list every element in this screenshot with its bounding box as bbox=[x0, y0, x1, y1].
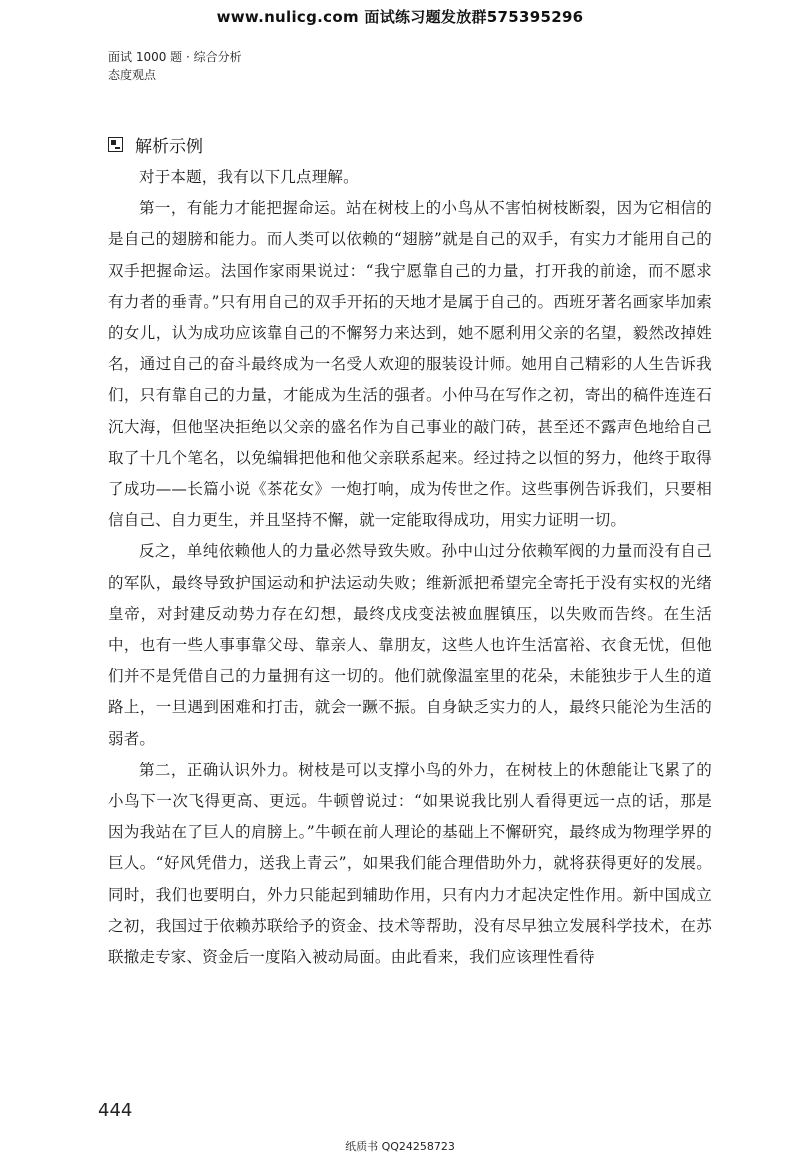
page-number: 444 bbox=[98, 1100, 133, 1121]
section-heading-label: 解析示例 bbox=[135, 137, 203, 157]
top-watermark: www.nulicg.com 面试练习题发放群575395296 bbox=[216, 8, 584, 26]
running-head-title: 面试 1000 题 · 综合分析 bbox=[108, 50, 242, 64]
running-head-subtitle: 态度观点 bbox=[108, 68, 157, 82]
section-heading bbox=[108, 132, 203, 157]
paragraph: 对于本题，我有以下几点理解。 bbox=[139, 168, 359, 186]
bottom-watermark: 纸质书 QQ24258723 bbox=[345, 1140, 455, 1153]
paragraph: 第二，正确认识外力。树枝是可以支撑小鸟的外力，在树枝上的休憩能让飞累了的小鸟下一次飞得更高、更远。牛顿曾说过：“如果说我比别人看得更远一点的话，那是因为我站在了巨人的肩膀上。”牛顿在前人理论的基础上不懈研究，最终成为物理学界的巨人。“好风凭借力，送我上青云”，如果我们能合理借助外力，就将获得更好的发展。同时，我们也要明白，外力只能起到辅助作用，只有内力才起决定性作用。新中国成立之初，我国过于依赖苏联给予的资金、技术等帮助，没有尽早独立发展科学技术，在苏联撤走专家、资金后一度陷入被动局面。由此看来，我们应该理性看待 bbox=[108, 760, 712, 967]
body-text bbox=[108, 162, 712, 973]
paragraph: 第一，有能力才能把握命运。站在树枝上的小鸟从不害怕树枝断裂，因为它相信的是自己的翅膀和能力。而人类可以依赖的“翅膀”就是自己的双手，有实力才能用自己的双手把握命运。法国作家雨果说过：“我宁愿靠自己的力量，打开我的前途，而不愿求有力者的垂青。”只有用自己的双手开拓的天地才是属于自己的。西班牙著名画家毕加索的女儿，认为成功应该靠自己的不懈努力来达到，她不愿利用父亲的名望，毅然改掉姓名，通过自己的奋斗最终成为一名受人欢迎的服装设计师。她用自己精彩的人生告诉我们，只有靠自己的力量，才能成为生活的强者。小仲马在写作之初，寄出的稿件连连石沉大海，但他坚决拒绝以父亲的盛名作为自己事业的敲门砖，甚至还不露声色地给自己取了十几个笔名，以免编辑把他和他父亲联系起来。经过持之以恒的努力，他终于取得了成功——长篇小说《茶花女》一炮打响，成为传世之作。这些事例告诉我们，只要相信自己、自力更生，并且坚持不懈，就一定能取得成功，用实力证明一切。 bbox=[108, 199, 712, 530]
book-icon bbox=[108, 137, 123, 152]
paragraph: 反之，单纯依赖他人的力量必然导致失败。孙中山过分依赖军阀的力量而没有自己的军队，最终导致护国运动和护法运动失败；维新派把希望完全寄托于没有实权的光绪皇帝，对封建反动势力存在幻想，最终戊戌变法被血腥镇压，以失败而告终。在生活中，也有一些人事事靠父母、靠亲人、靠朋友，这些人也许生活富裕、衣食无忧，但他们并不是凭借自己的力量拥有这一切的。他们就像温室里的花朵，未能独步于人生的道路上，一旦遇到困难和打击，就会一蹶不振。自身缺乏实力的人，最终只能沦为生活的弱者。 bbox=[108, 542, 712, 748]
running-head bbox=[108, 48, 242, 84]
